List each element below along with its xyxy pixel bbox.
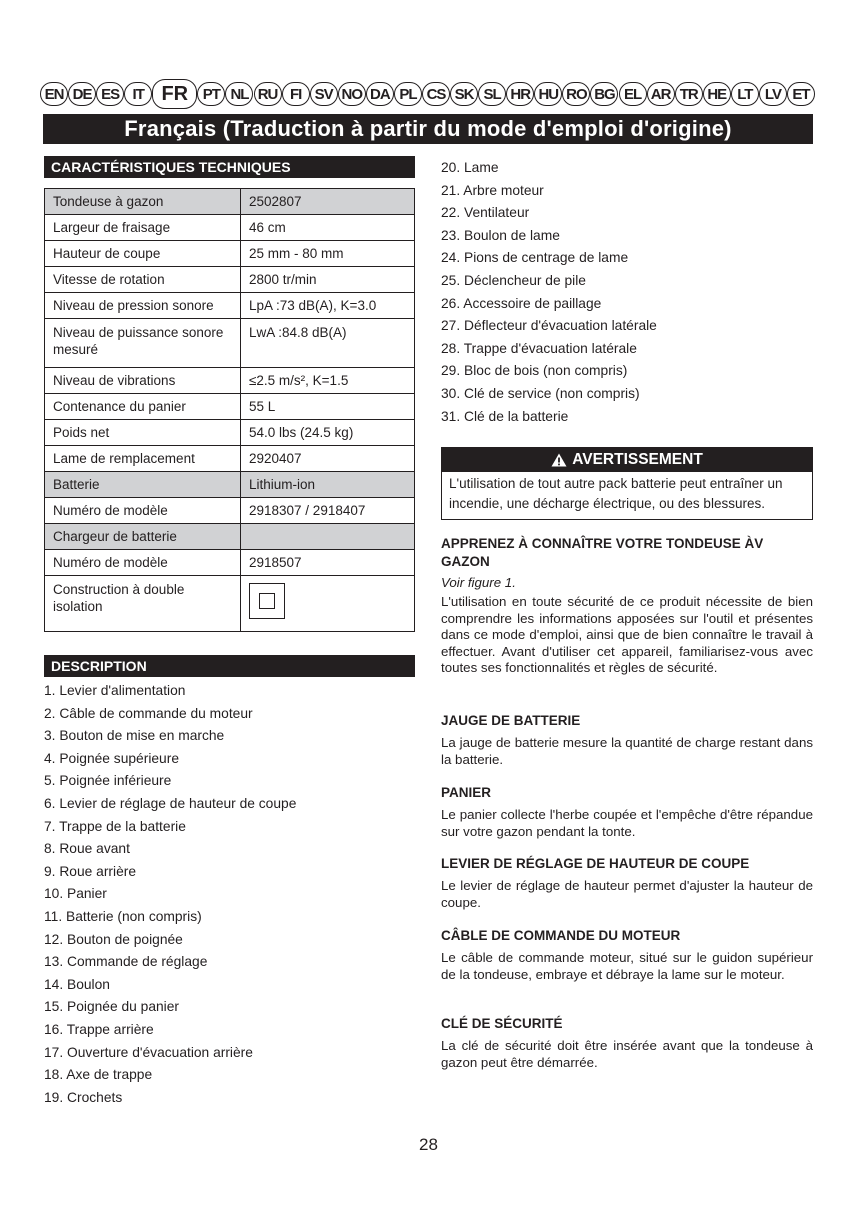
spec-value: 2918307 / 2918407	[241, 498, 415, 524]
lang-tab-bg[interactable]: BG	[590, 82, 618, 106]
spec-value: 55 L	[241, 394, 415, 420]
table-row	[45, 394, 415, 420]
table-row	[45, 576, 415, 632]
list-item: 13. Commande de réglage	[44, 954, 208, 970]
list-item: 4. Poignée supérieure	[44, 750, 179, 766]
list-item: 5. Poignée inférieure	[44, 773, 172, 789]
list-item: 1. Levier d'alimentation	[44, 683, 186, 698]
list-item: 2. Câble de commande du moteur	[44, 705, 253, 721]
list-item: 14. Boulon	[44, 976, 110, 992]
specs-heading: CARACTÉRISTIQUES TECHNIQUES	[44, 156, 415, 178]
spec-label: Batterie	[45, 472, 241, 498]
section-heading: CÂBLE DE COMMANDE DU MOTEUR	[441, 928, 681, 943]
list-item: 9. Roue arrière	[44, 863, 137, 879]
spec-label: Hauteur de coupe	[45, 241, 241, 267]
section-body: Le panier collecte l'herbe coupée et l'empêche d'être répandue sur votre gazon pendant la tonte.	[441, 807, 813, 839]
list-item: 27. Déflecteur d'évacuation latérale	[441, 318, 657, 334]
spec-label: Niveau de vibrations	[45, 368, 241, 394]
description-heading: DESCRIPTION	[44, 655, 415, 677]
list-item: 25. Déclencheur de pile	[441, 272, 586, 288]
section-basket	[441, 784, 813, 840]
warning-text: L'utilisation de tout autre pack batterie peut entraîner un incendie, une décharge électrique, ou des blessures.	[449, 476, 783, 511]
spec-value: 2920407	[241, 446, 415, 472]
section-heading: APPRENEZ À CONNAÎTRE VOTRE TONDEUSE ÀV GAZON	[441, 536, 764, 569]
section-safety-key	[441, 1015, 813, 1071]
list-item: 18. Axe de trappe	[44, 1067, 153, 1083]
list-item: 19. Crochets	[44, 1089, 123, 1105]
list-item: 21. Arbre moteur	[441, 182, 544, 198]
lang-tab-sk[interactable]: SK	[450, 82, 478, 106]
spec-value: LwA :84.8 dB(A)	[241, 319, 415, 368]
list-item: 24. Pions de centrage de lame	[441, 250, 629, 266]
language-tabs	[40, 82, 815, 108]
lang-tab-es[interactable]: ES	[96, 82, 124, 106]
spec-label: Lame de remplacement	[45, 446, 241, 472]
lang-tab-pl[interactable]: PL	[394, 82, 422, 106]
section-height-lever	[441, 855, 813, 911]
table-row	[45, 189, 415, 215]
lang-tab-hr[interactable]: HR	[506, 82, 534, 106]
list-item: 12. Bouton de poignée	[44, 931, 183, 947]
table-row	[45, 498, 415, 524]
warning-icon	[551, 453, 567, 467]
list-item: 28. Trappe d'évacuation latérale	[441, 340, 637, 356]
spec-label: Numéro de modèle	[45, 550, 241, 576]
section-body: Le levier de réglage de hauteur permet d'ajuster la hauteur de coupe.	[441, 878, 813, 910]
table-row	[45, 550, 415, 576]
section-heading: CLÉ DE SÉCURITÉ	[441, 1016, 563, 1031]
table-row	[45, 319, 415, 368]
spec-label: Largeur de fraisage	[45, 215, 241, 241]
list-item: 17. Ouverture d'évacuation arrière	[44, 1044, 253, 1060]
specs-table	[44, 188, 415, 632]
lang-tab-lv[interactable]: LV	[759, 82, 787, 106]
spec-value: 2918507	[241, 550, 415, 576]
spec-label: Numéro de modèle	[45, 498, 241, 524]
list-item: 30. Clé de service (non compris)	[441, 385, 640, 401]
double-insulation-icon	[249, 583, 285, 619]
spec-value: 2800 tr/min	[241, 267, 415, 293]
lang-tab-he[interactable]: HE	[703, 82, 731, 106]
table-row	[45, 368, 415, 394]
table-row	[45, 241, 415, 267]
lang-tab-ar[interactable]: AR	[647, 82, 675, 106]
spec-value: LpA :73 dB(A), K=3.0	[241, 293, 415, 319]
warning-box	[441, 447, 813, 520]
section-body: La jauge de batterie mesure la quantité de charge restant dans la batterie.	[441, 735, 813, 767]
lang-tab-cs[interactable]: CS	[422, 82, 450, 106]
lang-tab-fr[interactable]: FR	[152, 79, 197, 109]
section-body: La clé de sécurité doit être insérée avant que la tondeuse à gazon peut être démarrée.	[441, 1038, 813, 1070]
spec-label: Chargeur de batterie	[45, 524, 241, 550]
spec-value	[241, 576, 415, 632]
lang-tab-nl[interactable]: NL	[225, 82, 253, 106]
list-item: 26. Accessoire de paillage	[441, 295, 602, 311]
spec-value: 46 cm	[241, 215, 415, 241]
lang-tab-et[interactable]: ET	[787, 82, 815, 106]
description-list-right	[441, 157, 813, 428]
spec-value	[241, 524, 415, 550]
spec-label: Construction à double isolation	[45, 576, 241, 632]
lang-tab-lt[interactable]: LT	[731, 82, 759, 106]
section-body: Le câble de commande moteur, situé sur le guidon supérieur de la tondeuse, embraye et débraye la lame sur le moteur.	[441, 950, 813, 982]
list-item: 10. Panier	[44, 886, 107, 902]
section-heading: LEVIER DE RÉGLAGE DE HAUTEUR DE COUPE	[441, 856, 750, 871]
table-row	[45, 524, 415, 550]
warning-header	[442, 448, 812, 472]
list-item: 23. Boulon de lame	[441, 227, 560, 243]
list-item: 31. Clé de la batterie	[441, 408, 569, 424]
lang-tab-ru[interactable]: RU	[254, 82, 282, 106]
list-item: 7. Trappe de la batterie	[44, 818, 186, 834]
spec-label: Poids net	[45, 420, 241, 446]
table-row	[45, 420, 415, 446]
lang-tab-ro[interactable]: RO	[562, 82, 590, 106]
spec-value: ≤2.5 m/s², K=1.5	[241, 368, 415, 394]
list-item: 22. Ventilateur	[441, 205, 530, 221]
table-row	[45, 267, 415, 293]
list-item: 29. Bloc de bois (non compris)	[441, 363, 628, 379]
section-heading: PANIER	[441, 785, 492, 800]
lang-tab-fi[interactable]: FI	[282, 82, 310, 106]
table-row	[45, 446, 415, 472]
lang-tab-tr[interactable]: TR	[675, 82, 703, 106]
spec-value: Lithium-ion	[241, 472, 415, 498]
lang-tab-hu[interactable]: HU	[534, 82, 562, 106]
table-row	[45, 472, 415, 498]
section-body: L'utilisation en toute sécurité de ce produit nécessite de bien comprendre les informations apposées sur l'outil et présentes dans ce mode d'emploi, ainsi que de bien connaître le travail à effectuer. Avant d'utiliser cet appareil, familiarisez-vous avec toutes ses fonctionnalités et règles de sécurité.	[441, 594, 813, 675]
lang-tab-no[interactable]: NO	[338, 82, 366, 106]
section-battery-gauge	[441, 712, 813, 768]
page-number: 28	[419, 1135, 438, 1154]
lang-tab-en[interactable]: EN	[40, 82, 68, 106]
spec-value: 25 mm - 80 mm	[241, 241, 415, 267]
list-item: 15. Poignée du panier	[44, 999, 180, 1015]
lang-tab-pt[interactable]: PT	[197, 82, 225, 106]
lang-tab-sv[interactable]: SV	[310, 82, 338, 106]
list-item: 6. Levier de réglage de hauteur de coupe	[44, 795, 297, 811]
figure-note: Voir figure 1.	[441, 575, 516, 590]
table-row	[45, 215, 415, 241]
spec-label: Vitesse de rotation	[45, 267, 241, 293]
list-item: 16. Trappe arrière	[44, 1021, 154, 1037]
page-title: Français (Traduction à partir du mode d'emploi d'origine)	[43, 114, 813, 144]
lang-tab-de[interactable]: DE	[68, 82, 96, 106]
list-item: 8. Roue avant	[44, 841, 130, 857]
lang-tab-da[interactable]: DA	[366, 82, 394, 106]
spec-label: Niveau de puissance sonore mesuré	[45, 319, 241, 368]
table-row	[45, 293, 415, 319]
list-item: 11. Batterie (non compris)	[44, 908, 202, 924]
section-motor-cable	[441, 927, 813, 983]
lang-tab-it[interactable]: IT	[124, 82, 152, 106]
spec-label: Niveau de pression sonore	[45, 293, 241, 319]
spec-label: Tondeuse à gazon	[45, 189, 241, 215]
spec-label: Contenance du panier	[45, 394, 241, 420]
list-item: 3. Bouton de mise en marche	[44, 728, 225, 744]
lang-tab-sl[interactable]: SL	[478, 82, 506, 106]
lang-tab-el[interactable]: EL	[619, 82, 647, 106]
section-know-mower	[441, 535, 813, 677]
warning-label: AVERTISSEMENT	[572, 451, 703, 468]
section-heading: JAUGE DE BATTERIE	[441, 713, 581, 728]
spec-value: 54.0 lbs (24.5 kg)	[241, 420, 415, 446]
spec-value: 2502807	[241, 189, 415, 215]
description-list-left	[44, 680, 415, 1109]
list-item: 20. Lame	[441, 160, 499, 175]
